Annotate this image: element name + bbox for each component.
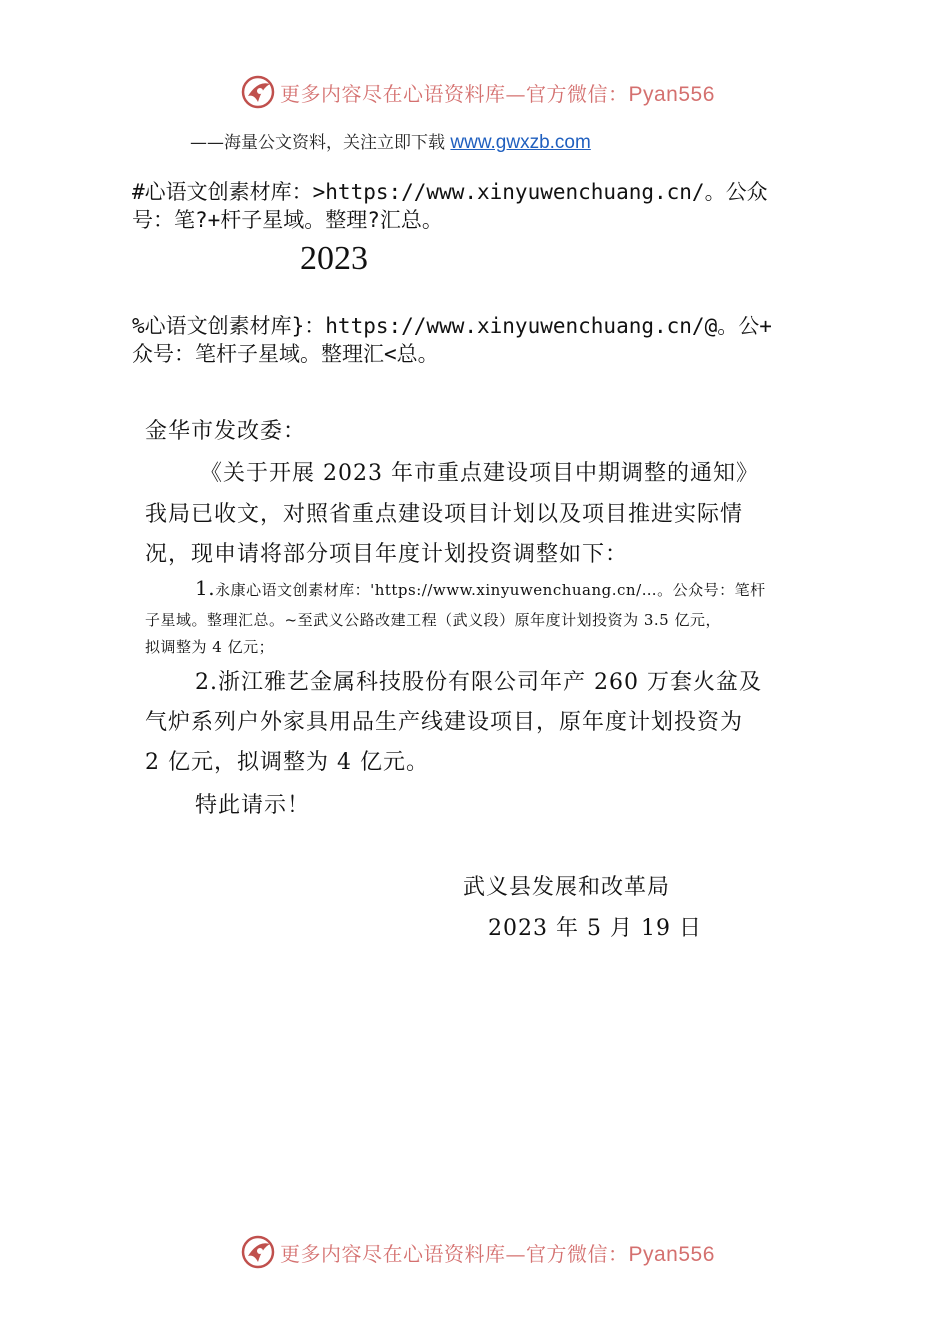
signer: 武义县发展和改革局 — [463, 875, 671, 900]
footer-banner — [240, 1232, 715, 1272]
logo-icon — [240, 74, 276, 110]
item1-line1: 1.永康心语文创素材库：'https://www.xinyuwenchuang.cn/…。公众号：笔杆 — [195, 576, 766, 600]
watermark-line-2: 号：笔?+杆子星域。整理?汇总。 — [132, 208, 443, 232]
salutation: 金华市发改委： — [145, 419, 307, 444]
item1-line2: 子星域。整理汇总。~至武义公路改建工程（武义段）原年度计划投资为 3.5 亿元， — [145, 611, 721, 629]
watermark-line-3: %心语文创素材库}：https://www.xinyuwenchuang.cn/@。公+ — [132, 314, 772, 338]
watermark-line-1: #心语文创素材库：>https://www.xinyuwenchuang.cn/。公众 — [132, 180, 768, 204]
footer-banner-text: 更多内容尽在心语资料库—官方微信：Pyan556 — [280, 1241, 715, 1266]
para1-line1: 《关于开展 2023 年市重点建设项目中期调整的通知》 — [200, 461, 759, 486]
watermark-year: 2023 — [300, 240, 368, 277]
logo-icon — [240, 1234, 276, 1270]
para1-line3: 况，现申请将部分项目年度计划投资调整如下： — [145, 542, 629, 567]
header-banner — [240, 72, 715, 112]
item1-line3: 拟调整为 4 亿元； — [145, 638, 275, 656]
item2-line3: 2 亿元，拟调整为 4 亿元。 — [145, 750, 429, 775]
item2-line2: 气炉系列户外家具用品生产线建设项目，原年度计划投资为 — [145, 710, 744, 735]
site-link[interactable]: www.gwxzb.com — [450, 132, 591, 153]
closing: 特此请示！ — [195, 793, 311, 818]
header-subtitle: ——海量公文资料，关注立即下载 www.gwxzb.com — [190, 132, 591, 153]
watermark-line-4: 众号：笔杆子星域。整理汇<总。 — [132, 342, 439, 366]
header-banner-text: 更多内容尽在心语资料库—官方微信：Pyan556 — [280, 81, 715, 106]
para1-line2: 我局已收文，对照省重点建设项目计划以及项目推进实际情 — [145, 502, 744, 527]
item2-line1: 2.浙江雅艺金属科技股份有限公司年产 260 万套火盆及 — [195, 670, 762, 695]
date: 2023 年 5 月 19 日 — [488, 916, 702, 941]
